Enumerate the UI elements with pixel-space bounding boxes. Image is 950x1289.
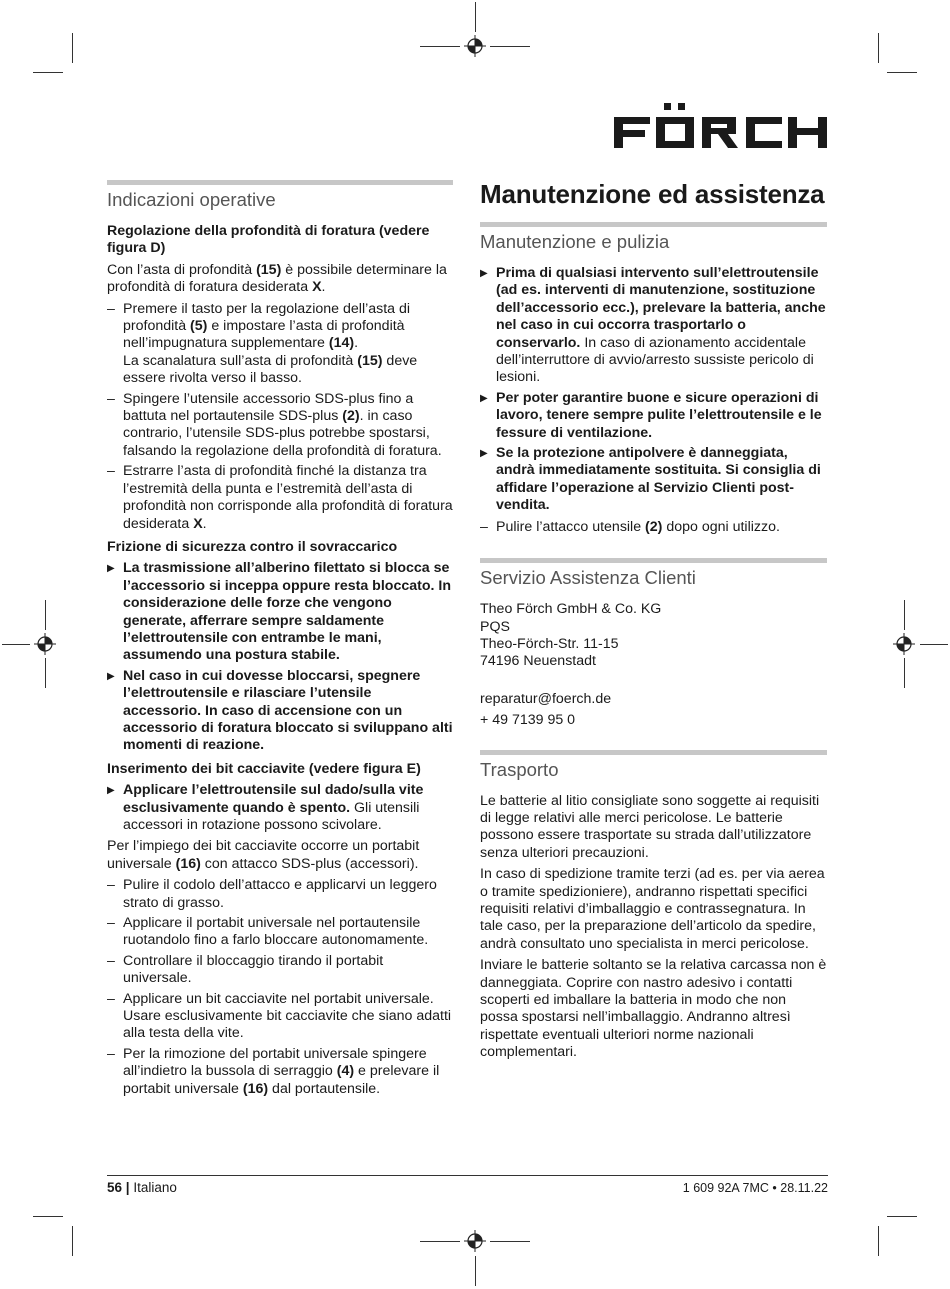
crop-mark — [72, 1226, 73, 1256]
section-title-customer-service: Servizio Assistenza Clienti — [480, 558, 827, 589]
crop-mark — [920, 644, 948, 645]
list-item: ▶ Se la protezione antipolvere è danneggiata, andrà immediatamente sostituita. Si consiglia di affidare l’operazione al Servizio Clienti post-vendita. — [480, 445, 827, 515]
address-line: Theo-Förch-Str. 11-15 — [480, 635, 619, 652]
section-title-maintenance: Manutenzione e pulizia — [480, 222, 827, 253]
crop-mark — [475, 2, 476, 32]
service-email: reparatur@foerch.de — [480, 690, 612, 707]
address-line: 74196 Neuenstadt — [480, 653, 596, 670]
bits-intro: Per l’impiego dei bit cacciavite occorre un portabit universale (16) con attacco SDS-plus (accessori). — [107, 838, 420, 872]
transport-paragraph: Le batterie al litio consigliate sono soggette ai requisiti di legge relativi alle merci pericolose. Le batterie possono essere trasportate su strada dall’utilizzatore senza ulteriori precauzioni. — [480, 792, 820, 861]
address-line: PQS — [480, 618, 510, 635]
list-item: ▶ Nel caso in cui dovesse bloccarsi, spegnere l’elettroutensile e rilasciare l’utensile accessorio. In caso di accensione con un accessorio di foratura bloccato si sviluppano alti momenti di reazione. — [107, 668, 453, 755]
crop-mark — [33, 72, 63, 73]
crop-mark — [33, 1216, 63, 1217]
crop-mark — [490, 1241, 530, 1242]
registration-mark-icon — [464, 35, 486, 57]
page-title: Manutenzione ed assistenza — [480, 179, 825, 209]
list-item: ▶ Prima di qualsiasi intervento sull’elettroutensile (ad es. interventi di manutenzione, sostituzione dell’accessorio ecc.), prelevare la batteria, anche nel caso in cui occorra trasportarlo o conservarlo. In caso di azionamento accidentale dell’interruttore di avvio/arresto sussiste pericolo di lesioni. — [480, 265, 827, 387]
crop-mark — [420, 1241, 460, 1242]
crop-mark — [490, 46, 530, 47]
crop-mark — [2, 644, 30, 645]
foerch-logo — [612, 100, 828, 150]
left-column — [107, 180, 453, 1102]
footer-page-info — [107, 1180, 177, 1195]
list-item: ▶ La trasmissione all’alberino filettato si blocca se l’accessorio si inceppa oppure resta bloccato. In considerazione delle forze che vengono generate, afferrare sempre saldamente l’elettroutensile con entrambe le mani, assumendo una postura stabile. — [107, 560, 453, 664]
footer-separator: | — [125, 1180, 130, 1195]
depth-steps — [107, 301, 453, 533]
page-number: 56 — [107, 1180, 123, 1195]
subhead-depth: Regolazione della profondità di foratura (vedere figura D) — [107, 223, 430, 257]
crop-mark — [45, 600, 46, 630]
list-item: – Controllare il bloccaggio tirando il portabit universale. — [107, 953, 453, 988]
crop-mark — [887, 72, 917, 73]
list-item: – Pulire l’attacco utensile (2) dopo ogni utilizzo. — [480, 519, 827, 536]
maintenance-steps — [480, 519, 827, 536]
crop-mark — [475, 1256, 476, 1286]
subhead-bits: Inserimento dei bit cacciavite (vedere figura E) — [107, 760, 421, 777]
list-item: – Applicare il portabit universale nel portautensile ruotandolo fino a farlo bloccare autonomamente. — [107, 915, 453, 950]
list-item: – Spingere l’utensile accessorio SDS-plus fino a battuta nel portautensile SDS-plus (2). in caso contrario, l’utensile SDS-plus potrebbe spostarsi, falsando la regolazione della profondità di foratura. — [107, 391, 453, 461]
crop-mark — [420, 46, 460, 47]
list-item: ▶ Applicare l’elettroutensile sul dado/sulla vite esclusivamente quando è spento. Gli utensili accessori in rotazione possono scivolare. — [107, 782, 453, 834]
crop-mark — [887, 1216, 917, 1217]
list-item: ▶ Per poter garantire buone e sicure operazioni di lavoro, tenere sempre pulite l’elettroutensile e le fessure di ventilazione. — [480, 390, 827, 442]
section-title-transport: Trasporto — [480, 750, 827, 781]
crop-mark — [878, 33, 879, 63]
right-column — [480, 180, 827, 1066]
crop-mark — [904, 658, 905, 688]
section-title-operating-instructions: Indicazioni operative — [107, 180, 453, 211]
depth-intro: Con l’asta di profondità (15) è possibile determinare la profondità di foratura desiderata X. — [107, 261, 447, 296]
subhead-clutch: Frizione di sicurezza contro il sovraccarico — [107, 538, 398, 555]
list-item: – Per la rimozione del portabit universale spingere all’indietro la bussola di serraggio (4) e prelevare il portabit universale (16) dal portautensile. — [107, 1046, 453, 1098]
service-phone: + 49 7139 95 0 — [480, 712, 576, 729]
service-address — [480, 601, 827, 729]
transport-paragraph: In caso di spedizione tramite terzi (ad es. per via aerea o tramite spedizioniere), andranno rispettati specifici requisiti relativi d’imballaggio e contrassegnatura. In tale caso, per la preparazione dell’articolo da spedire, andrà consultato uno specialista in merci pericolose. — [480, 866, 825, 952]
list-item: – Pulire il codolo dell’attacco e applicarvi un leggero strato di grasso. — [107, 877, 453, 912]
bits-warning — [107, 782, 453, 834]
footer-doc-code: 1 609 92A 7MC • 28.11.22 — [682, 1181, 828, 1195]
registration-mark-icon — [34, 633, 56, 655]
bits-steps — [107, 877, 453, 1098]
crop-mark — [878, 1226, 879, 1256]
maintenance-warnings — [480, 265, 827, 515]
crop-mark — [904, 600, 905, 630]
clutch-warnings — [107, 560, 453, 754]
crop-mark — [72, 33, 73, 63]
list-item: – Premere il tasto per la regolazione dell’asta di profondità (5) e impostare l’asta di profondità nell’impugnatura supplementare (14). La scanalatura sull’asta di profondità (15) deve essere rivolta verso il basso. — [107, 301, 453, 388]
transport-paragraph: Inviare le batterie soltanto se la relativa carcassa non è danneggiata. Coprire con nastro adesivo i contatti scoperti ed imballare la batteria in modo che non possa spostarsi nell’imballaggio. Andranno altresì rispettate eventuali ulteriori norme nazionali complementari. — [480, 957, 827, 1061]
crop-mark — [45, 658, 46, 688]
list-item: – Estrarre l’asta di profondità finché la distanza tra l’estremità della punta e l’estremità dell’asta di profondità non corrisponde alla profondità di foratura desiderata X. — [107, 463, 453, 533]
footer-language: Italiano — [133, 1180, 177, 1195]
registration-mark-icon — [464, 1230, 486, 1252]
address-line: Theo Förch GmbH & Co. KG — [480, 601, 662, 618]
footer-rule — [107, 1175, 828, 1176]
registration-mark-icon — [893, 633, 915, 655]
list-item: – Applicare un bit cacciavite nel portabit universale. Usare esclusivamente bit cacciavite che siano adatti alla testa della vite. — [107, 991, 453, 1043]
